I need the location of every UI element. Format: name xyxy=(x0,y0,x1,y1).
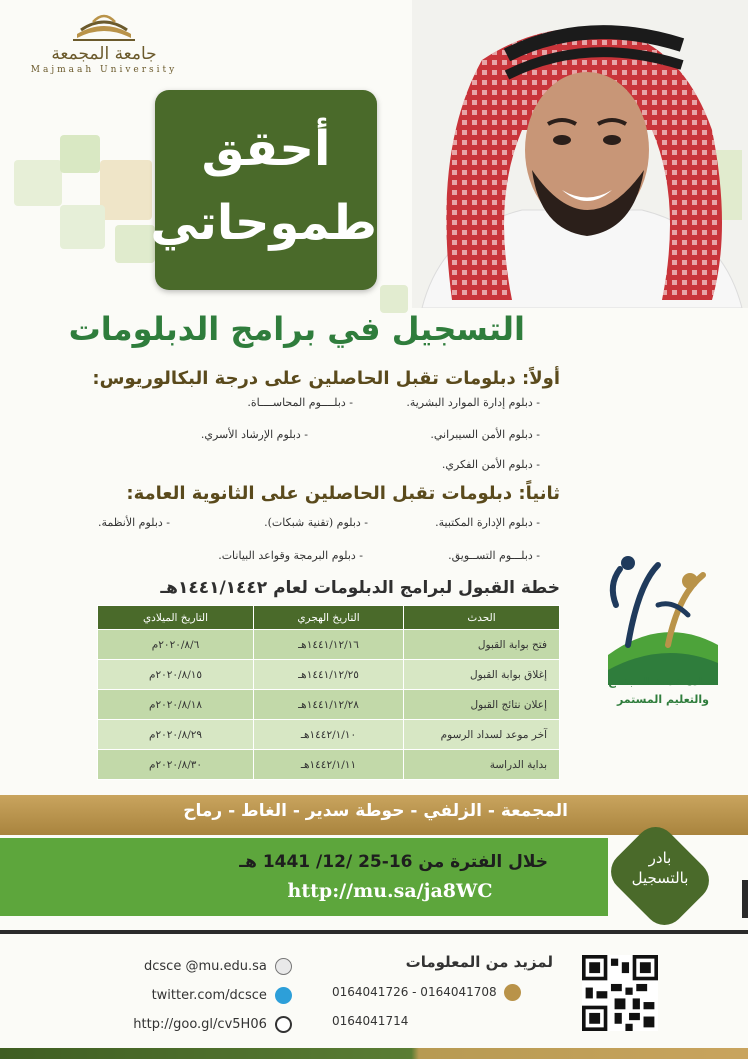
diploma-item: - دبلـــوم التســويق. xyxy=(448,549,540,562)
person-photo xyxy=(412,0,748,308)
diploma-item: - دبلوم البرمجة وقواعد البيانات. xyxy=(218,549,363,562)
facebook-icon xyxy=(275,1016,292,1033)
event-cell: فتح بوابة القبول xyxy=(404,630,560,660)
diploma-item: - دبلوم الأمن الفكري. xyxy=(441,458,540,471)
gregorian-cell: ٢٠٢٠/٨/٣٠م xyxy=(98,750,254,780)
edge-mark xyxy=(742,880,748,918)
facebook-row xyxy=(80,1016,292,1033)
branches-text: المجمعة - الزلفي - حوطة سدير - الغاط - رماح xyxy=(183,801,568,821)
admission-plan-table xyxy=(97,605,560,780)
table-row xyxy=(98,660,560,690)
event-cell: آخر موعد لسداد الرسوم xyxy=(404,720,560,750)
registration-link[interactable]: http://mu.sa/ja8WC xyxy=(287,880,493,902)
hijri-cell: ١٤٤١/١٢/١٦هـ xyxy=(254,630,404,660)
diploma-item: - دبلوم الأمن السيبراني. xyxy=(430,428,540,441)
hurry-line1: بادر xyxy=(648,849,672,867)
contact-heading: لمزيد من المعلومات xyxy=(405,953,553,971)
hurry-line2: بالتسجيل xyxy=(631,869,689,887)
phone-icon xyxy=(504,984,521,1001)
facebook-text[interactable]: http://goo.gl/cv5H06 xyxy=(133,1017,267,1032)
diploma-item: - دبلوم الإرشاد الأسري. xyxy=(200,428,308,441)
twitter-row xyxy=(80,987,292,1004)
event-cell: إعلان نتائج القبول xyxy=(404,690,560,720)
university-name-en: Majmaah University xyxy=(30,65,178,75)
decor-square xyxy=(60,205,105,249)
column-header: الحدث xyxy=(404,606,560,630)
decor-square xyxy=(14,160,62,206)
slogan-line1: أحقق xyxy=(201,121,331,177)
decor-square xyxy=(380,285,408,313)
table-row xyxy=(98,720,560,750)
event-cell: إغلاق بوابة القبول xyxy=(404,660,560,690)
decor-square xyxy=(60,135,100,173)
email-text[interactable]: dcsce @mu.edu.sa xyxy=(144,959,267,974)
gregorian-cell: ٢٠٢٠/٨/١٥م xyxy=(98,660,254,690)
hurry-text xyxy=(604,848,716,888)
twitter-text[interactable]: twitter.com/dcsce xyxy=(151,988,267,1003)
hijri-cell: ١٤٤٢/١/١١هـ xyxy=(254,750,404,780)
gregorian-cell: ٢٠٢٠/٨/٦م xyxy=(98,630,254,660)
deanship-name xyxy=(588,673,738,709)
university-logo xyxy=(14,8,194,88)
mail-icon xyxy=(275,958,292,975)
bottom-strip xyxy=(0,1048,748,1059)
phone-number-3: 0164041714 xyxy=(332,1014,409,1028)
email-row xyxy=(80,958,292,975)
table-row xyxy=(98,690,560,720)
section2-heading: ثانياً: دبلومات تقبل الحاصلين على الثانوية العامة: xyxy=(126,483,560,504)
hijri-cell: ١٤٤٢/١/١٠هـ xyxy=(254,720,404,750)
divider xyxy=(0,930,748,934)
diploma-item: - دبلوم (تقنية شبكات). xyxy=(264,516,368,529)
registration-bar xyxy=(0,838,608,916)
hijri-cell: ١٤٤١/١٢/٢٨هـ xyxy=(254,690,404,720)
column-header: التاريخ الهجري xyxy=(254,606,404,630)
diploma-item: - دبلــــوم المحاســــاة. xyxy=(247,396,353,409)
hijri-cell: ١٤٤١/١٢/٢٥هـ xyxy=(254,660,404,690)
diploma-item: - دبلوم الأنظمة. xyxy=(98,516,170,529)
book-icon xyxy=(69,8,139,44)
table-header-row xyxy=(98,606,560,630)
branches-bar xyxy=(0,795,748,835)
qr-code[interactable] xyxy=(582,955,658,1031)
main-title: التسجيل في برامج الدبلومات xyxy=(68,310,525,348)
column-header: التاريخ الميلادي xyxy=(98,606,254,630)
plan-title: خطة القبول لبرامج الدبلومات لعام ١٤٤١/١٤٤٢هـ xyxy=(160,578,560,598)
event-cell: بداية الدراسة xyxy=(404,750,560,780)
twitter-icon xyxy=(275,987,292,1004)
phone-list: 0164041726 - 0164041708 xyxy=(332,985,497,999)
decor-square xyxy=(115,225,155,263)
phone-numbers xyxy=(332,984,521,1001)
table-row xyxy=(98,630,560,660)
table-row xyxy=(98,750,560,780)
registration-period: خلال الفترة من 16-25 /12/ 1441 هـ xyxy=(239,852,548,872)
diploma-item: - دبلوم الإدارة المكتبية. xyxy=(435,516,540,529)
gregorian-cell: ٢٠٢٠/٨/١٨م xyxy=(98,690,254,720)
deanship-line1: عمادة خدمة المجتمع xyxy=(608,675,718,688)
diploma-item: - دبلوم إدارة الموارد البشرية. xyxy=(406,396,540,409)
gregorian-cell: ٢٠٢٠/٨/٢٩م xyxy=(98,720,254,750)
section1-heading: أولاً: دبلومات تقبل الحاصلين على درجة البكالوريوس: xyxy=(92,368,560,389)
deanship-line2: والتعليم المستمر xyxy=(616,693,710,706)
decor-square xyxy=(100,160,152,220)
slogan-line2: طموحاتي xyxy=(150,195,377,251)
slogan-box xyxy=(150,90,377,290)
university-name-ar: جامعة المجمعة xyxy=(51,44,157,64)
